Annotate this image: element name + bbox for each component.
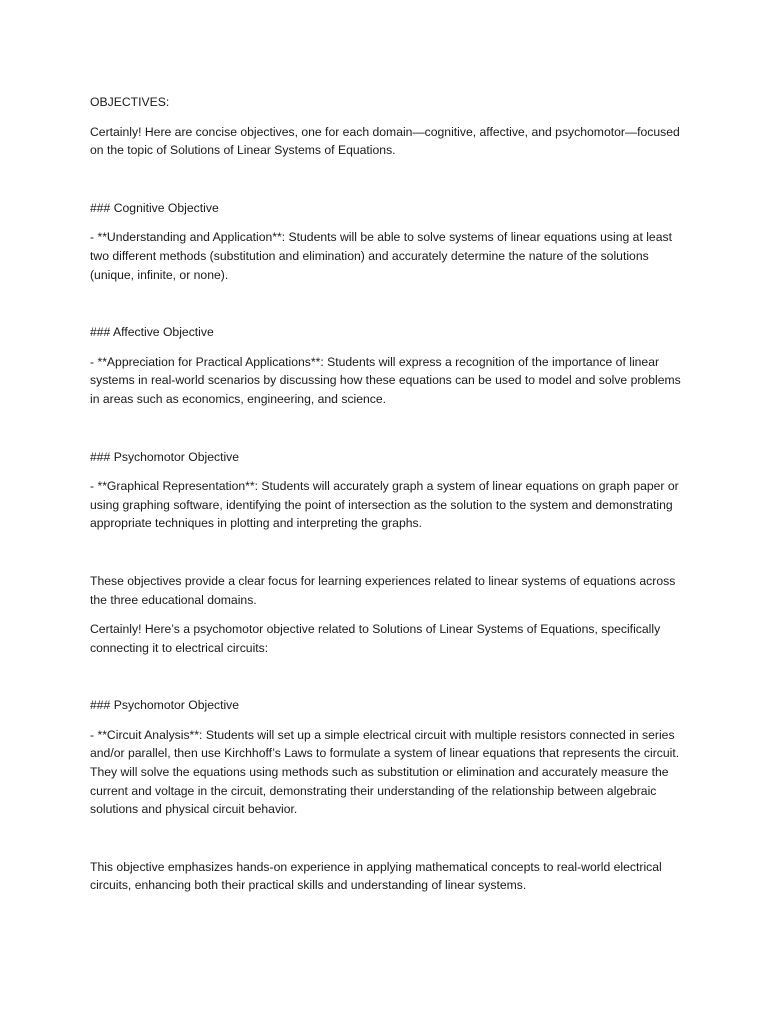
intro-paragraph: Certainly! Here are concise objectives, one for each domain—cognitive, affective, and psychomotor—focused on the topic of Solutions of Linear Systems of Equations.	[90, 124, 680, 158]
psychomotor2-heading: ### Psychomotor Objective	[90, 698, 240, 713]
affective-body: - **Appreciation for Practical Applications**: Students will express a recognition of the importance of linear systems in real-world scenarios by discussing how these equations can be used to model and solve problems in areas such as economics, engineering, and science.	[90, 354, 681, 406]
affective-heading: ### Affective Objective	[90, 325, 214, 340]
psychomotor-body: - **Graphical Representation**: Students will accurately graph a system of linear equations on graph paper or using graphing software, identifying the point of intersection as the solution to the system and demonstrating appropriate techniques in plotting and interpreting the graphs.	[90, 479, 679, 531]
objectives-label: OBJECTIVES:	[90, 95, 170, 109]
summary-paragraph: These objectives provide a clear focus for learning experiences related to linear systems of equations across the three educational domains.	[90, 573, 676, 607]
psychomotor-heading: ### Psychomotor Objective	[90, 449, 240, 464]
intro2-paragraph: Certainly! Here’s a psychomotor objective related to Solutions of Linear Systems of Equations, specifically connecting it to electrical circuits:	[90, 622, 661, 655]
cognitive-heading: ### Cognitive Objective	[90, 200, 219, 215]
closing-paragraph: This objective emphasizes hands-on experience in applying mathematical concepts to real-world electrical circuits, enhancing both their practical skills and understanding of linear systems.	[90, 859, 662, 893]
psychomotor2-body: - **Circuit Analysis**: Students will set up a simple electrical circuit with multiple resistors connected in series and/or parallel, then use Kirchhoff’s Laws to formulate a system of linear equations that represents the circuit. They will solve the equations using methods such as substitution or elimination and accurately measure the current and voltage in the circuit, demonstrating their understanding of the relationship between algebraic solutions and physical circuit behavior.	[90, 727, 680, 817]
document-body	[90, 93, 690, 895]
cognitive-body: - **Understanding and Application**: Students will be able to solve systems of linear equations using at least two different methods (substitution and elimination) and accurately determine the nature of the solutions (unique, infinite, or none).	[90, 230, 672, 282]
